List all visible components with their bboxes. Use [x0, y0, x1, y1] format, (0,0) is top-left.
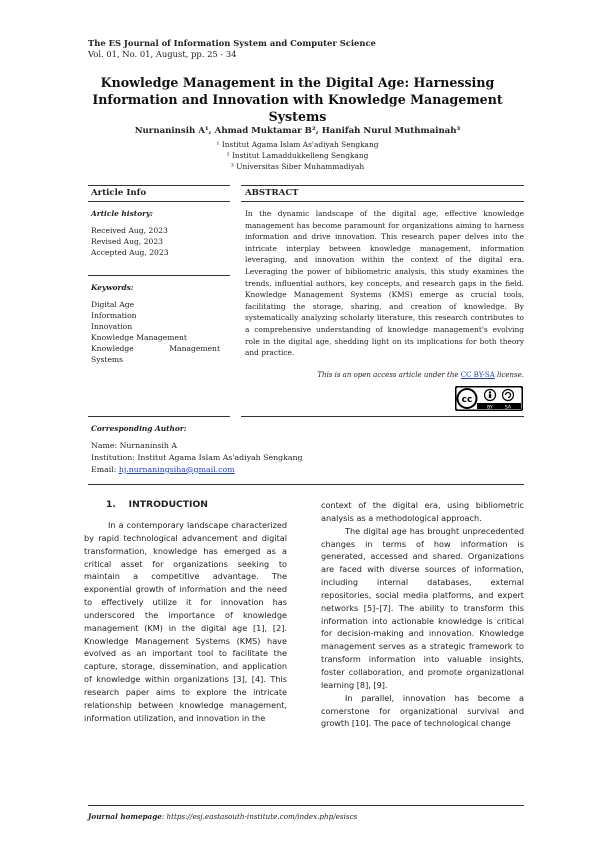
accepted-date: Accepted Aug, 2023	[91, 248, 169, 257]
keyword: Digital Age	[91, 300, 135, 309]
keyword: Innovation	[91, 322, 133, 331]
body-paragraph: The digital age has brought unprecedented changes in terms of how information is generated, accessed and shared. Organizations are faced with diverse sources of information, including internal databases, external repositories, social media platforms, and expert networks [5]–[7]. The ability to transform this information into actionable knowledge is critical for decision-making and innovation. Knowledge management serves as a strategic framework to transform information into valuable insights, foster collaboration, and promote organizational learning [8], [9].	[321, 525, 524, 690]
title-line-1: Knowledge Management in the Digital Age: Harnessing	[100, 75, 495, 90]
rule-info-top	[88, 185, 230, 186]
body-paragraph: context of the digital era, using bibliometric analysis as a methodological approach.	[321, 500, 524, 523]
rule-abstract-sub	[241, 201, 524, 202]
email-label: Email:	[91, 464, 119, 474]
author-institution: Institution: Institut Agama Islam As'adiyah Sengkang	[91, 452, 303, 462]
affiliations	[70, 139, 525, 172]
history-list	[91, 225, 169, 258]
cc-by-sa-badge[interactable]	[455, 386, 523, 411]
open-access-note	[245, 371, 524, 379]
journal-name: The ES Journal of Information System and Computer Science	[88, 38, 376, 48]
keyword: Management	[169, 344, 220, 353]
author-email-line	[91, 464, 303, 476]
volume-info: Vol. 01, No. 01, August, pp. 25 - 34	[88, 49, 237, 59]
license-link[interactable]: CC BY-SA	[460, 371, 495, 379]
keyword: Knowledge	[91, 344, 134, 353]
rule-keywords	[88, 275, 230, 276]
running-header	[88, 38, 376, 60]
open-access-prefix: This is an open access article under the	[317, 371, 461, 379]
rule-corresponding	[88, 484, 524, 485]
rule-info-bottom	[88, 416, 230, 417]
sa-text: SA	[504, 405, 512, 411]
body-paragraph: In parallel, innovation has become a cornerstone for organizational survival and growth [10]. The pace of technological change	[321, 692, 524, 729]
author-list: Nurnaninsih A¹, Ahmad Muktamar B², Hanifah Nurul Muthmainah³	[134, 126, 461, 136]
paper-title	[70, 74, 525, 125]
corresponding-heading: Corresponding Author:	[91, 424, 187, 433]
open-access-suffix: license.	[494, 371, 524, 379]
rule-abstract-bottom	[241, 416, 524, 417]
author-name: Name: Nurnaninsih A	[91, 441, 177, 450]
journal-homepage	[88, 812, 357, 821]
section-heading-introduction: 1. INTRODUCTION	[106, 499, 208, 510]
affiliation-3: ³ Universitas Siber Muhammadiyah	[230, 162, 365, 171]
abstract-heading: ABSTRACT	[245, 188, 299, 198]
homepage-url[interactable]: : https://esj.eastasouth-institute.com/index.php/esiscs	[161, 812, 358, 821]
article-info-heading: Article Info	[91, 188, 147, 198]
affiliation-1: ¹ Institut Agama Islam As'adiyah Sengkang	[216, 140, 379, 149]
rule-footer	[88, 805, 524, 806]
body-paragraph: In a contemporary landscape characterized by rapid technological advancement and digital transformation, knowledge has emerged as a critical asset for organizations seeking to maintain a competitive advantage. The exponential growth of information and the need to effectively utilize it for innovation has underscored the importance of knowledge management (KM) in the digital age [1], [2]. Knowledge Management Systems (KMS) have evolved as an important tool to facilitate the capture, storage, dissemination, and application of knowledge within organizations [3], [4]. This research paper aims to explore the intricate relationship between knowledge management, information utilization, and innovation in the	[84, 520, 287, 723]
rule-info-sub	[88, 201, 230, 202]
keywords-label: Keywords:	[91, 283, 134, 292]
history-label: Article history:	[91, 209, 154, 218]
keywords-list	[91, 299, 220, 365]
intro-left-column	[84, 519, 287, 725]
by-text: BY	[487, 405, 493, 411]
corresponding-details	[91, 440, 303, 475]
keyword: Knowledge Management	[91, 333, 187, 342]
cc-text: cc	[461, 395, 473, 405]
intro-right-column	[321, 499, 524, 730]
cc-license-icon	[455, 386, 523, 411]
homepage-label: Journal homepage	[88, 812, 162, 821]
title-line-2: Information and Innovation with Knowledge Management Systems	[92, 92, 503, 124]
received-date: Received Aug, 2023	[91, 226, 168, 235]
revised-date: Revised Aug, 2023	[91, 237, 163, 246]
keyword: Systems	[91, 355, 124, 364]
rule-abstract-top	[241, 185, 524, 186]
email-link[interactable]: hj.nurnaningsiha@gmail.com	[118, 464, 235, 474]
affiliation-2: ² Institut Lamaddukkelleng Sengkang	[226, 151, 369, 160]
abstract-text: In the dynamic landscape of the digital age, effective knowledge management has become paramount for organizations aiming to harness information and drive innovation. This research paper delves into the intricate interplay between knowledge management, information leveraging, and innovation within the context of the digital era. Leveraging the power of bibliometric analysis, this study examines the trends, influential authors, key concepts, and research gaps in the field. Knowledge Management Systems (KMS) emerge as crucial tools, facilitating the storage, sharing, and creation of knowledge. By systematically analyzing scholarly literature, this research contributes to a comprehensive understanding of knowledge management's evolving role in the digital age, shedding light on its implications for both theory and practice.	[245, 209, 524, 358]
keyword: Information	[91, 311, 137, 320]
